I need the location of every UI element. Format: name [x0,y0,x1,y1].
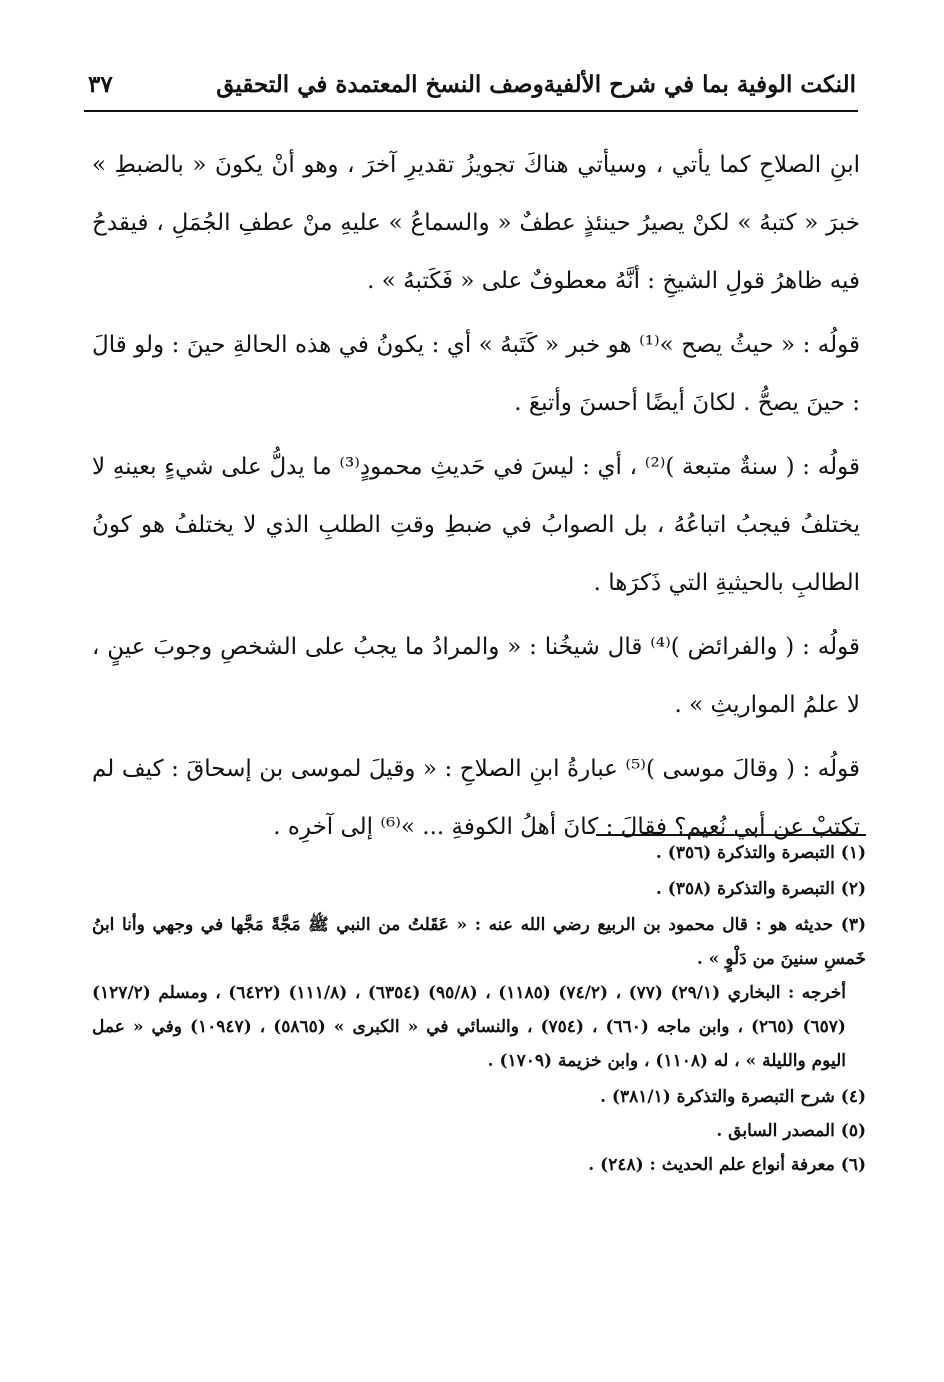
page-number: ٣٧ [88,70,113,98]
running-header [88,62,856,106]
footnote: (٤) شرح التبصرة والتذكرة (٣٨١/١) . [600,1087,866,1107]
footnotes [92,836,866,1182]
paragraph: قولُه : ( والفرائض )⁽⁴⁾ قال شيخُنا : « والمرادُ ما يجبُ على الشخصِ وجوبَ عينٍ ، لا علمُ المواريثِ » . [92,634,860,718]
paragraph: قولُه : ( وقالَ موسى )⁽⁵⁾ عبارةُ ابنِ الصلاحِ : « وقيلَ لموسى بن إسحاقَ : كيف لم تكتبْ عن أبي نُعيم؟ فقالَ : كانَ أهلُ الكوفةِ ... »⁽⁶⁾ إلى آخرِه . [92,756,860,840]
footnote: (١) التبصرة والتذكرة (٣٥٦) . [655,843,866,863]
footnote: (٢) التبصرة والتذكرة (٣٥٨) . [655,879,866,899]
footnote: (٣) حديثه هو : قال محمود بن الربيع رضي الله عنه : « عَقَلتُ من النبي ﷺ مَجَّةً مَجَّها في وجهي وأنا ابنُ خَمسِ سنينَ من دَلْوٍ » . [92,915,866,969]
footnote: (٥) المصدر السابق . [716,1121,866,1141]
paragraph: قولُه : ( سنةٌ متبعة )⁽²⁾ ، أي : ليسَ في حَديثِ محمودٍ⁽³⁾ ما يدلُّ على شيءٍ بعينهِ لا يختلفُ فيجبُ اتباعُهُ ، بل الصوابُ في ضبطِ وقتِ الطلبِ الذي لا يختلفُ هو كونُ الطالبِ بالحيثيةِ التي ذَكرَها . [92,454,860,596]
paragraph: ابنِ الصلاحِ كما يأتي ، وسيأتي هناكَ تجويزُ تقديرِ آخرَ ، وهو أنْ يكونَ « بالضبطِ » خبرَ « كتبهُ » لكنْ يصيرُ حينئذٍ عطفٌ « والسماعُ » عليهِ منْ عطفِ الجُمَلِ ، فيقدحُ فيه ظاهرُ قولِ الشيخِ : أنَّهُ معطوفٌ على « فَكَتبهُ » . [92,152,860,294]
header-title: النكت الوفية بما في شرح الألفيةوصف النسخ المعتمدة في التحقيق [216,70,856,98]
footnote-continuation: أخرجه : البخاري (٢٩/١) (٧٧) ، (٧٤/٢) (١١٨٥) ، (٩٥/٨) (٦٣٥٤) ، (١١١/٨) (٦٤٢٢) ، ومسلم (١٢٧/٢) (٦٥٧) (٢٦٥) ، وابن ماجه (٦٦٠) ، (٧٥٤) ، والنسائي في « الكبرى » (٥٨٦٥) ، (١٠٩٤٧) وفي « عمل اليوم والليلة » ، له (١١٠٨) ، وابن خزيمة (١٧٠٩) . [92,983,846,1071]
header-divider [84,110,858,112]
main-text [92,136,860,862]
paragraph: قولُه : « حيثُ يصح »⁽¹⁾ هو خبر « كَتَبهُ » أي : يكونُ في هذه الحالةِ حينَ : ولو قالَ : حينَ يصحُّ . لكانَ أيضًا أحسنَ وأتبعَ . [92,332,860,416]
footnote: (٦) معرفة أنواع علم الحديث : (٢٤٨) . [588,1155,866,1175]
